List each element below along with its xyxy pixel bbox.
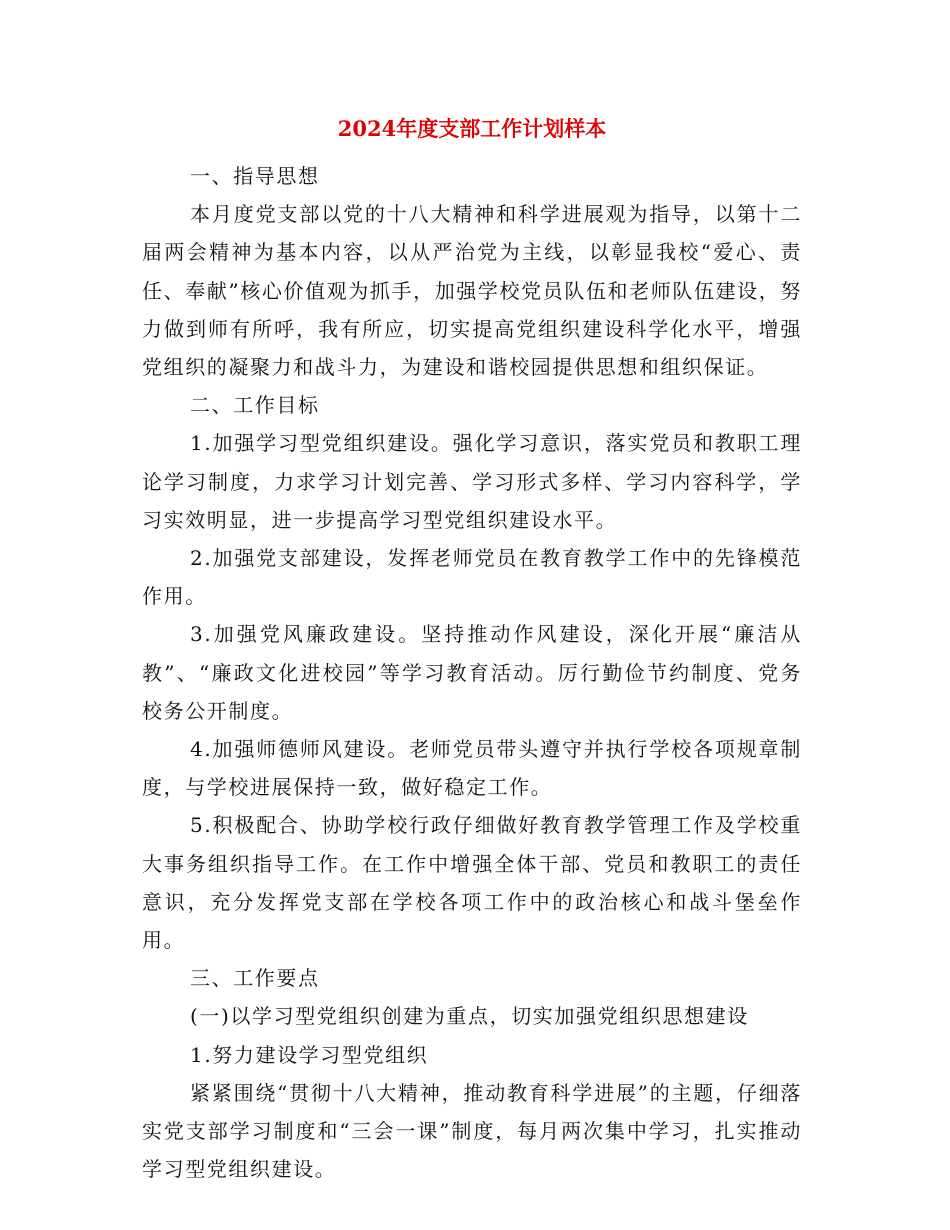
goal-item-4: 4.加强师德师风建设。老师党员带头遵守并执行学校各项规章制度，与学校进展保持一致，做好稳定工作。 (142, 737, 802, 800)
point-item-1-heading: 1.努力建设学习型党组织 (190, 1042, 429, 1067)
goal-item-1: 1.加强学习型党组织建设。强化学习意识，落实党员和教职工理论学习制度，力求学习计划完善、学习形式多样、学习内容科学，学习实效明显，进一步提高学习型党组织建设水平。 (142, 431, 802, 532)
goal-item-5: 5.积极配合、协助学校行政仔细做好教育教学管理工作及学校重大事务组织指导工作。在工作中增强全体干部、党员和教职工的责任意识，充分发挥党支部在学校各项工作中的政治核心和战斗堡垒作用。 (142, 813, 802, 953)
paragraph-guiding-ideology: 本月度党支部以党的十八大精神和科学进展观为指导，以第十二届两会精神为基本内容，以从严治党为主线，以彰显我校“爱心、责任、奉献”核心价值观为抓手，加强学校党员队伍和老师队伍建设，努力做到师有所呼，我有所应，切实提高党组织建设科学化水平，增强党组织的凝聚力和战斗力，为建设和谐校园提供思想和组织保证。 (142, 202, 802, 380)
point-item-1-body: 紧紧围绕“贯彻十八大精神，推动教育科学进展”的主题，仔细落实党支部学习制度和“三会一课”制度，每月两次集中学习，扎实推动学习型党组织建设。 (142, 1080, 802, 1182)
subsection-heading-1: (一)以学习型党组织创建为重点，切实加强党组织思想建设 (190, 1004, 749, 1029)
section-heading-guiding-ideology: 一、指导思想 (190, 164, 320, 188)
document-title: 2024年度支部工作计划样本 (337, 116, 607, 141)
goal-item-3: 3.加强党风廉政建设。坚持推动作风建设，深化开展“廉洁从教”、“廉政文化进校园”等学习教育活动。厉行勤俭节约制度、党务校务公开制度。 (142, 622, 802, 723)
document-page (142, 115, 802, 1188)
section-heading-work-goals: 二、工作目标 (190, 393, 320, 418)
goal-item-2: 2.加强党支部建设，发挥老师党员在教育教学工作中的先锋模范作用。 (142, 546, 802, 609)
section-heading-work-points: 三、工作要点 (190, 966, 320, 991)
